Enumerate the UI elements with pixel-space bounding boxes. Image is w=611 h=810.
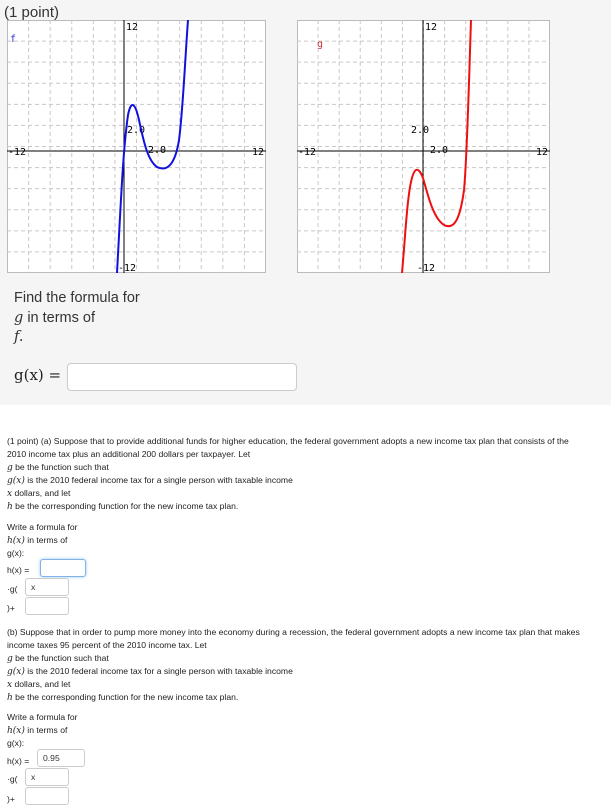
h-def-text: be the corresponding function for the new income tax plan. bbox=[12, 501, 239, 511]
a-gx-colon: g(x): bbox=[7, 548, 25, 558]
a-dot-g: ·g( bbox=[7, 584, 18, 594]
in-terms-text: in terms of bbox=[24, 725, 68, 735]
g-formula-input[interactable] bbox=[67, 363, 297, 391]
a-gx-definition bbox=[7, 475, 293, 486]
a-x-definition bbox=[7, 488, 70, 499]
tick-top: 12 bbox=[126, 22, 139, 33]
graph-f bbox=[7, 20, 266, 273]
b-hx-equals: h(x) = bbox=[7, 756, 30, 766]
point-label-2: 2.0 bbox=[430, 145, 449, 156]
g-def-text: be the function such that bbox=[12, 653, 109, 663]
gx-def-text: is the 2010 federal income tax for a single person with taxable income bbox=[24, 666, 293, 676]
b-hx-terms bbox=[7, 725, 67, 736]
a-h-definition bbox=[7, 501, 238, 512]
tick-left: -12 bbox=[298, 147, 317, 158]
a-coefficient-input[interactable] bbox=[40, 559, 86, 577]
a-constant-input[interactable] bbox=[25, 597, 69, 615]
g-def-text: be the function such that bbox=[12, 462, 109, 472]
x-def-text: dollars, and let bbox=[12, 488, 71, 498]
g-symbol: g bbox=[7, 654, 13, 664]
g-symbol: g bbox=[7, 463, 13, 473]
gx-def-text: is the 2010 federal income tax for a single person with taxable income bbox=[24, 475, 293, 485]
a-write-formula: Write a formula for bbox=[7, 522, 78, 532]
b-gx-definition bbox=[7, 666, 293, 677]
part-a-intro-2: 2010 income tax plus an additional 200 dollars per taxpayer. Let bbox=[7, 449, 251, 459]
in-terms-text: in terms of bbox=[24, 535, 68, 545]
b-g-definition bbox=[7, 653, 109, 664]
point-label-1: 2.0 bbox=[127, 125, 146, 136]
hx-symbol: h(x) bbox=[7, 726, 25, 736]
b-h-definition bbox=[7, 692, 238, 703]
tick-right: 12 bbox=[535, 147, 548, 158]
points-label: (1 point) bbox=[4, 4, 60, 21]
x-symbol: x bbox=[7, 680, 13, 690]
b-coefficient-input[interactable]: 0.95 bbox=[37, 749, 85, 767]
gx-symbol: g(x) bbox=[7, 667, 25, 677]
gx-symbol: g(x) bbox=[7, 476, 25, 486]
prompt-in-terms: in terms of bbox=[23, 310, 96, 326]
point-label-2: 2.0 bbox=[148, 145, 167, 156]
b-argument-input[interactable]: x bbox=[25, 768, 69, 786]
answer-label: g(x) = bbox=[14, 366, 62, 384]
tick-bottom: -12 bbox=[417, 263, 436, 273]
part-b-intro: (b) Suppose that in order to pump more money into the economy during a recession, the federal government adopts a new income tax plan that makes bbox=[7, 627, 580, 637]
a-argument-input[interactable]: x bbox=[25, 578, 69, 596]
b-dot-g: ·g( bbox=[7, 774, 18, 784]
graph-g bbox=[297, 20, 550, 273]
a-close-plus: )+ bbox=[7, 603, 15, 613]
b-write-formula: Write a formula for bbox=[7, 712, 78, 722]
prompt-f-symbol: f. bbox=[14, 329, 24, 345]
point-label-1: 2.0 bbox=[411, 125, 430, 136]
b-x-definition bbox=[7, 679, 70, 690]
h-symbol: h bbox=[7, 502, 13, 512]
b-gx-colon: g(x): bbox=[7, 738, 25, 748]
function-name-label: g bbox=[317, 39, 324, 50]
part-a-intro: (1 point) (a) Suppose that to provide additional funds for higher education, the federal government adopts a new income tax plan that consists of the bbox=[7, 436, 569, 446]
h-def-text: be the corresponding function for the new income tax plan. bbox=[12, 692, 239, 702]
b-close-plus: )+ bbox=[7, 794, 15, 804]
part-b-intro-2: income taxes 95 percent of the 2010 income tax. Let bbox=[7, 640, 207, 650]
a-hx-equals: h(x) = bbox=[7, 565, 30, 575]
function-name-label: f bbox=[10, 34, 17, 45]
x-def-text: dollars, and let bbox=[12, 679, 71, 689]
b-constant-input[interactable] bbox=[25, 787, 69, 805]
prompt-g-symbol: g bbox=[14, 310, 24, 326]
a-hx-terms bbox=[7, 535, 67, 546]
prompt-line-2 bbox=[14, 310, 95, 326]
a-g-definition bbox=[7, 462, 109, 473]
h-symbol: h bbox=[7, 693, 13, 703]
tick-top: 12 bbox=[425, 22, 438, 33]
tick-left: -12 bbox=[8, 147, 27, 158]
tick-bottom: -12 bbox=[118, 263, 137, 273]
hx-symbol: h(x) bbox=[7, 536, 25, 546]
prompt-line-1: Find the formula for bbox=[14, 290, 140, 306]
x-symbol: x bbox=[7, 489, 13, 499]
tick-right: 12 bbox=[251, 147, 264, 158]
